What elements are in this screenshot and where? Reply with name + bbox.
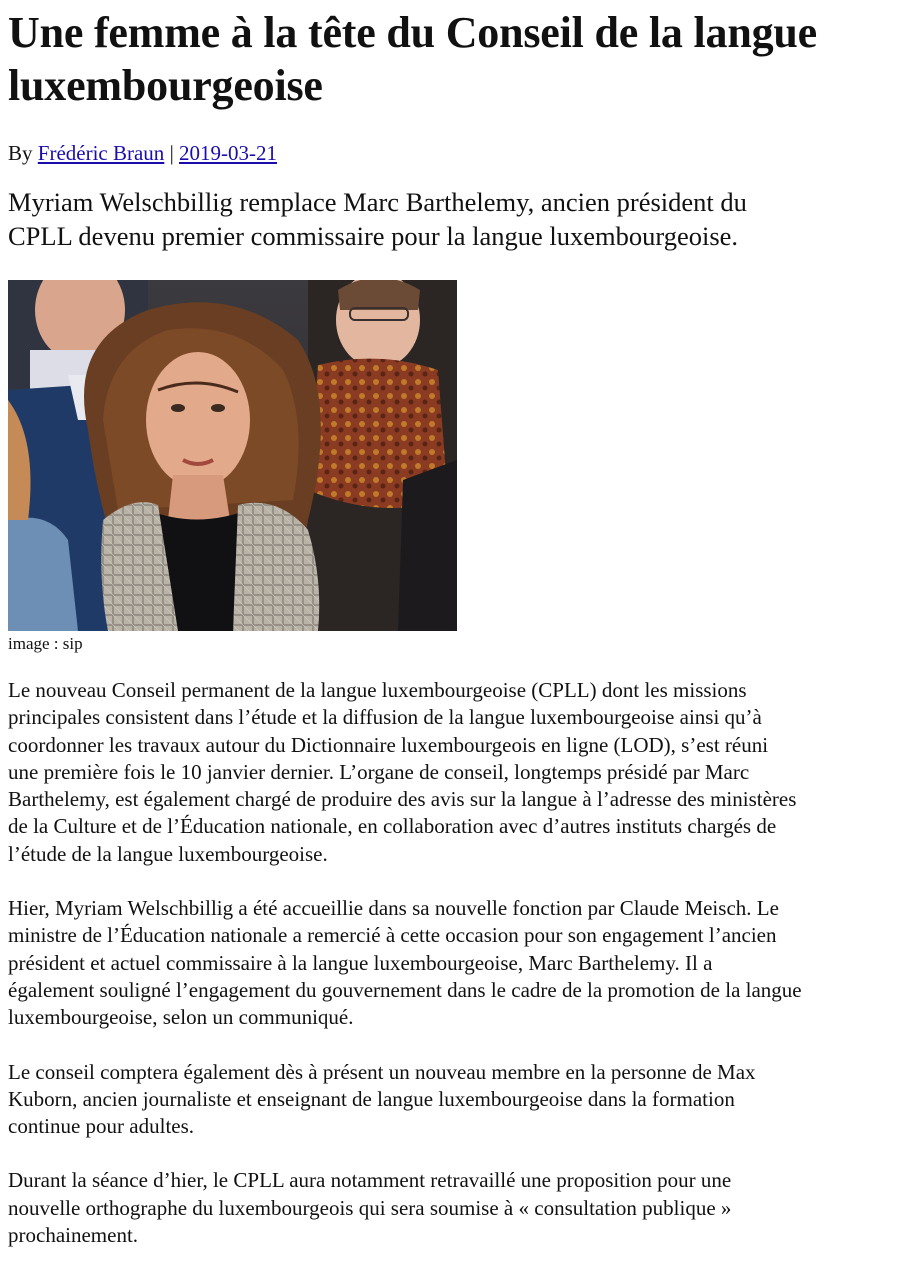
lead-line-2: CPLL devenu premier commissaire pour la langue luxembourgeoise. [8,221,739,251]
paragraph-line: luxembourgeoise, selon un communiqué. [8,1005,354,1030]
author-link[interactable]: Frédéric Braun [37,141,165,165]
paragraph-line: coordonner les travaux autour du Dictionnaire luxembourgeois en ligne (LOD), s’est réuni [8,732,769,757]
paragraph-line: Durant la séance d’hier, le CPLL aura notamment retravaillé une proposition pour une [8,1168,732,1193]
title-line-2: luxembourgeoise [8,61,323,110]
paragraph-line: Kuborn, ancien journaliste et enseignant de langue luxembourgeoise dans la formation [8,1086,735,1111]
paragraph-line: nouvelle orthographe du luxembourgeois qui sera soumise à « consultation publique » [8,1195,732,1220]
paragraph-line: Barthelemy, est également chargé de produire des avis sur la langue à l’adresse des ministères [8,787,797,812]
paragraph-2 [8,895,907,1031]
paragraph-1 [8,677,907,868]
article-photo [8,280,457,631]
paragraph-4 [8,1167,907,1249]
paragraph-line: Hier, Myriam Welschbillig a été accueillie dans sa nouvelle fonction par Claude Meisch. Le [8,896,779,921]
paragraph-line: également souligné l’engagement du gouvernement dans le cadre de la promotion de la langue [8,977,802,1002]
paragraph-line: de la Culture et de l’Éducation nationale, en collaboration avec d’autres instituts chargés de [8,814,777,839]
paragraph-line: continue pour adultes. [8,1114,195,1139]
article-title [8,6,907,112]
paragraph-line: prochainement. [8,1223,139,1248]
paragraph-line: Le conseil comptera également dès à présent un nouveau membre en la personne de Max [8,1059,756,1084]
photo-illustration [8,280,457,631]
photo-caption: image : sip [8,634,83,653]
paragraph-3 [8,1059,907,1141]
paragraph-line: Le nouveau Conseil permanent de la langue luxembourgeoise (CPLL) dont les missions [8,678,747,702]
title-line-1: Une femme à la tête du Conseil de la langue [8,8,817,57]
paragraph-line: l’étude de la langue luxembourgeoise. [8,841,328,866]
date-link[interactable]: 2019-03-21 [179,141,278,165]
byline-separator: | [169,141,174,165]
paragraph-line: ministre de l’Éducation nationale a remercié à cette occasion pour son engagement l’ancien [8,923,777,948]
paragraph-line: une première fois le 10 janvier dernier. L’organe de conseil, longtemps présidé par Marc [8,759,750,784]
byline [8,139,907,167]
lead-line-1: Myriam Welschbillig remplace Marc Barthelemy, ancien président du [8,187,747,217]
article-lead [8,185,907,253]
article [8,0,907,1276]
paragraph-line: président et actuel commissaire à la langue luxembourgeoise, Marc Barthelemy. Il a [8,950,713,975]
byline-prefix: By [8,141,33,165]
article-body [8,677,907,1249]
paragraph-line: principales consistent dans l’étude et la diffusion de la langue luxembourgeoise ainsi qu’à [8,705,762,730]
